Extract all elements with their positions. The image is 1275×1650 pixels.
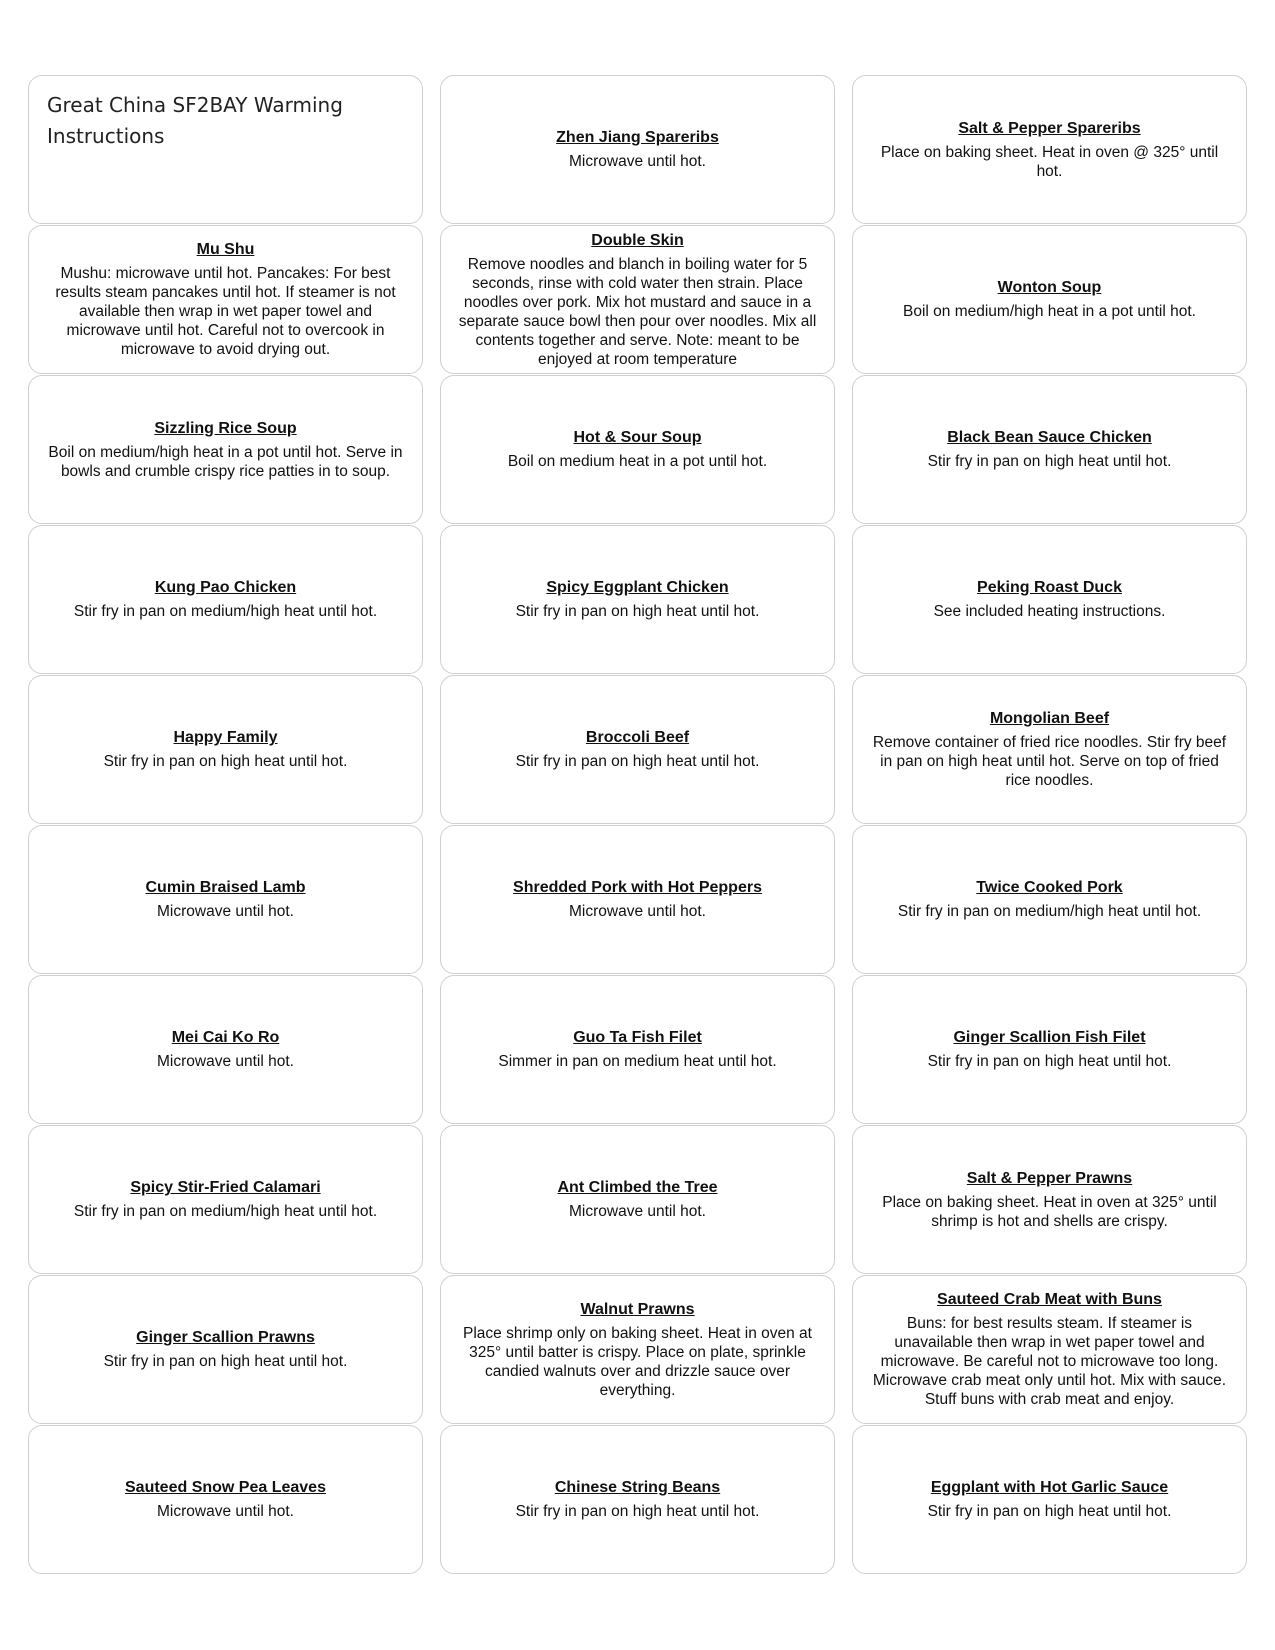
dish-name: Sizzling Rice Soup (154, 419, 297, 437)
warming-instruction: Remove noodles and blanch in boiling water for 5 seconds, rinse with cold water then strain. Place noodles over pork. Mix hot mustard and sauce in a separate sauce bowl then pour over noodles. Mix all contents together and serve. Note: meant to be enjoyed at room temperature (458, 255, 817, 368)
warming-instruction: Stir fry in pan on high heat until hot. (927, 453, 1172, 470)
dish-name: Happy Family (173, 729, 278, 746)
dish-name: Kung Pao Chicken (154, 579, 297, 596)
title-card (28, 75, 423, 224)
recipe-card (28, 525, 423, 674)
dish-name: Zhen Jiang Spareribs (556, 129, 719, 146)
sheet-title: Great China SF2BAY Warming Instructions (47, 93, 343, 148)
warming-instruction: Boil on medium heat in a pot until hot. (507, 453, 768, 470)
recipe-card (852, 1275, 1247, 1424)
recipe-card (28, 1275, 423, 1424)
warming-instruction: Stir fry in pan on high heat until hot. (927, 1053, 1172, 1070)
recipe-card (852, 225, 1247, 374)
dish-name: Mu Shu (196, 241, 255, 258)
warming-instruction: Stir fry in pan on high heat until hot. (515, 1503, 760, 1520)
dish-name: Sauteed Crab Meat with Buns (937, 1291, 1162, 1308)
warming-instruction: Place on baking sheet. Heat in oven @ 325° until hot. (880, 143, 1219, 180)
dish-name: Broccoli Beef (585, 729, 690, 746)
recipe-card (440, 1425, 835, 1574)
warming-instruction: Microwave until hot. (157, 1503, 294, 1520)
warming-instruction: Boil on medium/high heat in a pot until hot. (903, 303, 1196, 320)
warming-instruction: Stir fry in pan on medium/high heat until hot. (73, 603, 378, 620)
warming-instruction: Stir fry in pan on high heat until hot. (103, 753, 348, 770)
warming-instruction: Microwave until hot. (569, 153, 706, 170)
dish-name: Ginger Scallion Prawns (136, 1329, 315, 1346)
warming-instruction: Stir fry in pan on medium/high heat until hot. (897, 903, 1202, 920)
dish-name: Ginger Scallion Fish Filet (953, 1029, 1146, 1046)
dish-name: Spicy Stir-Fried Calamari (130, 1179, 321, 1196)
warming-instruction: Microwave until hot. (157, 1053, 294, 1070)
warming-instruction: Simmer in pan on medium heat until hot. (498, 1053, 777, 1070)
recipe-card (440, 1125, 835, 1274)
recipe-card (852, 1425, 1247, 1574)
dish-name: Peking Roast Duck (977, 579, 1122, 596)
recipe-card (440, 675, 835, 824)
dish-name: Guo Ta Fish Filet (573, 1029, 702, 1046)
dish-name: Salt & Pepper Prawns (966, 1169, 1133, 1187)
recipe-card (852, 675, 1247, 824)
dish-name: Twice Cooked Pork (976, 879, 1123, 896)
recipe-card (28, 975, 423, 1124)
warming-instruction: Stir fry in pan on medium/high heat until hot. (73, 1203, 378, 1220)
recipe-card (440, 1275, 835, 1424)
warming-instruction: Stir fry in pan on high heat until hot. (515, 603, 760, 620)
warming-instruction: Stir fry in pan on high heat until hot. (103, 1353, 348, 1370)
dish-name: Black Bean Sauce Chicken (947, 429, 1152, 446)
recipe-card (28, 225, 423, 374)
warming-instruction: Microwave until hot. (157, 903, 294, 920)
dish-name: Ant Climbed the Tree (557, 1179, 718, 1196)
dish-name: Spicy Eggplant Chicken (546, 579, 729, 596)
recipe-card (440, 75, 835, 224)
recipe-card (852, 825, 1247, 974)
recipe-card (852, 1125, 1247, 1274)
dish-name: Eggplant with Hot Garlic Sauce (930, 1479, 1169, 1496)
recipe-card (28, 1425, 423, 1574)
warming-instruction: Place shrimp only on baking sheet. Heat in oven at 325° until batter is crispy. Place on plate, sprinkle candied walnuts over and drizzle sauce over everything. (463, 1324, 812, 1399)
recipe-card (440, 975, 835, 1124)
warming-instruction: Remove container of fried rice noodles. Stir fry beef in pan on high heat until hot. Serve on top of fried rice noodles. (872, 734, 1227, 789)
dish-name: Hot & Sour Soup (573, 429, 702, 446)
warming-instruction: Stir fry in pan on high heat until hot. (927, 1503, 1172, 1520)
warming-instruction: Boil on medium/high heat in a pot until hot. Serve in bowls and crumble crispy rice patties in to soup. (48, 443, 403, 480)
dish-name: Double Skin (591, 231, 684, 249)
warming-instruction: Stir fry in pan on high heat until hot. (515, 753, 760, 770)
dish-name: Wonton Soup (997, 279, 1102, 296)
recipe-card (440, 825, 835, 974)
warming-instruction: Mushu: microwave until hot. Pancakes: For best results steam pancakes until hot. If steamer is not available then wrap in wet paper towel and microwave until hot. Careful not to overcook in microwave to avoid drying out. (55, 265, 396, 358)
recipe-card (852, 75, 1247, 224)
recipe-card (28, 375, 423, 524)
recipe-card (28, 1125, 423, 1274)
warming-instruction: Microwave until hot. (569, 903, 706, 920)
dish-name: Shredded Pork with Hot Peppers (513, 879, 762, 896)
dish-name: Walnut Prawns (580, 1300, 695, 1318)
recipe-card (852, 525, 1247, 674)
recipe-card (852, 375, 1247, 524)
warming-instruction: See included heating instructions. (933, 603, 1166, 620)
warming-instruction: Buns: for best results steam. If steamer is unavailable then wrap in wet paper towel and microwave. Be careful not to microwave too long. Microwave crab meat only until hot. Mix with sauce. Stuff buns with crab meat and enjoy. (872, 1315, 1227, 1408)
dish-name: Chinese String Beans (554, 1479, 721, 1496)
recipe-card (852, 975, 1247, 1124)
dish-name: Mongolian Beef (989, 710, 1110, 727)
recipe-card (440, 225, 835, 374)
recipe-card (440, 375, 835, 524)
recipe-card (440, 525, 835, 674)
dish-name: Mei Cai Ko Ro (171, 1029, 280, 1046)
dish-name: Sauteed Snow Pea Leaves (125, 1479, 326, 1496)
dish-name: Salt & Pepper Spareribs (958, 119, 1141, 137)
dish-name: Cumin Braised Lamb (145, 879, 306, 896)
warming-instruction: Microwave until hot. (569, 1203, 706, 1220)
warming-instruction: Place on baking sheet. Heat in oven at 325° until shrimp is hot and shells are crispy. (882, 1193, 1217, 1230)
recipe-card (28, 675, 423, 824)
recipe-card (28, 825, 423, 974)
